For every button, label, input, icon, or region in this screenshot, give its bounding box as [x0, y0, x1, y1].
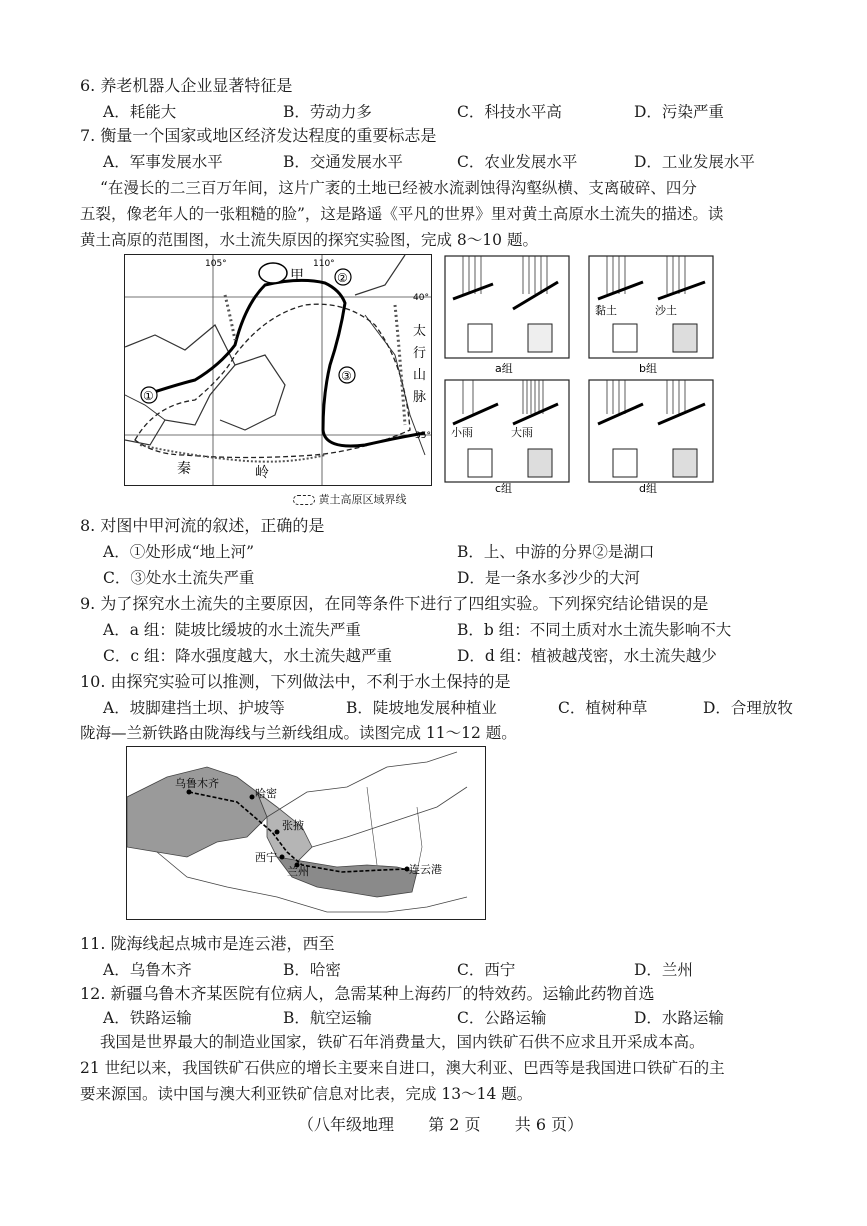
q8-option-d[interactable]: D．是一条水多沙少的大河 [457, 569, 640, 587]
lon-label-110: 110° [313, 259, 335, 269]
q10-option-c[interactable]: C．植树种草 [558, 699, 648, 717]
question-10-stem: 10. 由探究实验可以推测，下列做法中，不利于水土保持的是 [80, 672, 511, 691]
marker-3: ③ [341, 369, 352, 383]
group-a-label: a组 [495, 362, 513, 375]
experiment-panels [443, 254, 743, 494]
footer-grade: （八年级地理 [298, 1115, 395, 1134]
legend-dashed-icon [293, 495, 315, 505]
passage2: 陇海—兰新铁路由陇海线与兰新线组成。读图完成 11～12 题。 [80, 724, 517, 742]
loess-plateau-map [124, 254, 432, 486]
q11-option-c[interactable]: C．西宁 [457, 961, 516, 979]
q8-option-c[interactable]: C．③处水土流失严重 [103, 569, 255, 587]
river-jia-label: 甲 [290, 268, 304, 284]
group-b-label: b组 [639, 362, 657, 375]
mountain-shan: 山 [413, 368, 427, 383]
legend-label: 黄土高原区域界线 [318, 493, 407, 506]
experiment-svg [443, 254, 743, 494]
mountain-mai: 脉 [413, 390, 427, 405]
q7-option-b[interactable]: B．交通发展水平 [283, 153, 403, 171]
q12-option-b[interactable]: B．航空运输 [283, 1009, 372, 1027]
city-lianyungang: 连云港 [409, 863, 442, 876]
city-zhangye: 张掖 [282, 819, 304, 832]
question-9-stem: 9. 为了探究水土流失的主要原因，在同等条件下进行了四组实验。下列探究结论错误的是 [80, 594, 709, 613]
q9-option-c[interactable]: C．c 组：降水强度越大，水土流失越严重 [103, 647, 392, 665]
city-lanzhou: 兰州 [287, 865, 309, 878]
qinling-ling: 岭 [255, 465, 269, 481]
q9-option-b[interactable]: B．b 组：不同土质对水土流失影响不大 [457, 621, 732, 639]
marker-2: ② [337, 271, 348, 285]
q10-option-d[interactable]: D．合理放牧 [703, 699, 793, 717]
group-d-label: d组 [639, 482, 657, 494]
q8-option-a[interactable]: A．①处形成“地上河” [103, 543, 255, 561]
q10-option-a[interactable]: A．坡脚建挡土坝、护坡等 [103, 699, 285, 717]
q6-option-a[interactable]: A．耗能大 [103, 103, 177, 121]
q11-option-a[interactable]: A．乌鲁木齐 [103, 961, 192, 979]
q12-option-d[interactable]: D．水路运输 [634, 1009, 724, 1027]
question-8-stem: 8. 对图中甲河流的叙述，正确的是 [80, 516, 325, 535]
marker-1: ① [143, 389, 154, 403]
map1-legend [293, 491, 407, 507]
soil-clay-label: 黏土 [595, 304, 617, 317]
lon-label-105: 105° [205, 259, 227, 269]
passage1-line1: “在漫长的二三百万年间，这片广袤的土地已经被水流剥蚀得沟壑纵横、支离破碎、四分 [100, 179, 697, 197]
lat-label-35: 35° [415, 431, 431, 441]
q10-option-b[interactable]: B．陡坡地发展种植业 [346, 699, 497, 717]
q9-option-a[interactable]: A．a 组：陡坡比缓坡的水土流失严重 [103, 621, 361, 639]
city-urumqi: 乌鲁木齐 [175, 777, 219, 790]
q7-option-a[interactable]: A．军事发展水平 [103, 153, 223, 171]
city-xining: 西宁 [255, 851, 277, 864]
q9-option-d[interactable]: D．d 组：植被越茂密，水土流失越少 [457, 647, 717, 665]
q7-option-c[interactable]: C．农业发展水平 [457, 153, 578, 171]
q11-option-b[interactable]: B．哈密 [283, 961, 341, 979]
q12-option-a[interactable]: A．铁路运输 [103, 1009, 192, 1027]
mountain-hang: 行 [413, 346, 427, 361]
q7-option-d[interactable]: D．工业发展水平 [634, 153, 755, 171]
q12-option-c[interactable]: C．公路运输 [457, 1009, 547, 1027]
q6-option-d[interactable]: D．污染严重 [634, 103, 724, 121]
mountain-tai: 太 [413, 324, 427, 339]
group-c-label: c组 [495, 482, 513, 494]
question-12-stem: 12. 新疆乌鲁木齐某医院有位病人，急需某种上海药厂的特效药。运输此药物首选 [80, 984, 655, 1003]
soil-sand-label: 沙土 [655, 304, 677, 317]
loess-map-svg [125, 255, 431, 485]
passage1-line3: 黄土高原的范围图，水土流失原因的探究实验图，完成 8～10 题。 [80, 231, 538, 249]
q11-option-d[interactable]: D．兰州 [634, 961, 693, 979]
passage3-line2: 21 世纪以来，我国铁矿石供应的增长主要来自进口，澳大利亚、巴西等是我国进口铁矿石的主 [80, 1059, 725, 1077]
railway-map [126, 746, 486, 920]
question-7-stem: 7. 衡量一个国家或地区经济发达程度的重要标志是 [80, 126, 437, 145]
q6-option-b[interactable]: B．劳动力多 [283, 103, 372, 121]
passage1-line2: 五裂，像老年人的一张粗糙的脸”，这是路遥《平凡的世界》里对黄土高原水土流失的描述。读 [80, 205, 724, 223]
lat-label-40: 40° [413, 293, 429, 303]
passage3-line3: 要来源国。读中国与澳大利亚铁矿信息对比表，完成 13～14 题。 [80, 1085, 533, 1103]
city-hami: 哈密 [255, 787, 277, 800]
q6-option-c[interactable]: C．科技水平高 [457, 103, 562, 121]
footer-total: 共 6 页） [514, 1115, 584, 1134]
page-footer [298, 1112, 583, 1135]
q8-option-b[interactable]: B．上、中游的分界②是湖口 [457, 543, 655, 561]
question-11-stem: 11. 陇海线起点城市是连云港，西至 [80, 934, 335, 953]
light-rain-label: 小雨 [451, 426, 473, 439]
question-6-stem: 6. 养老机器人企业显著特征是 [80, 76, 293, 95]
footer-page: 第 2 页 [428, 1115, 481, 1134]
railway-map-svg [127, 747, 485, 919]
passage3-line1: 我国是世界最大的制造业国家，铁矿石年消费量大，国内铁矿石供不应求且开采成本高。 [100, 1033, 705, 1051]
qinling-qin: 秦 [177, 461, 191, 477]
heavy-rain-label: 大雨 [511, 426, 533, 439]
